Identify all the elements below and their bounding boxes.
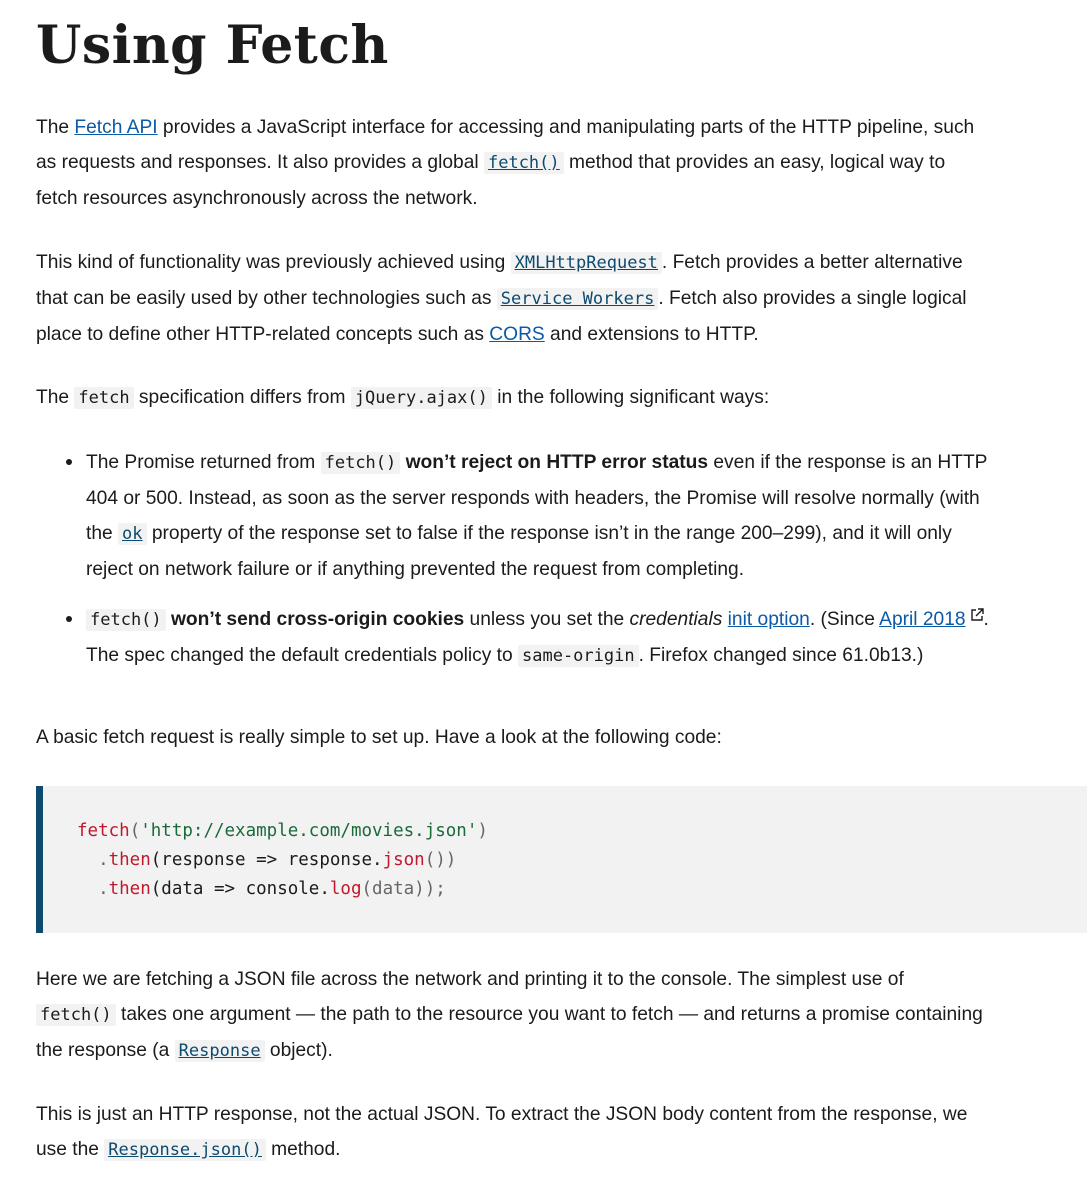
response-link[interactable] (175, 1040, 265, 1061)
differences-paragraph (36, 380, 986, 416)
ok-code: ok (118, 523, 146, 545)
jquery-code: jQuery.ajax() (351, 387, 492, 409)
external-link-icon (970, 608, 984, 622)
sw-code: Service Workers (497, 288, 659, 310)
page-title: Using Fetch (36, 15, 389, 76)
fetch-code: fetch() (321, 452, 401, 474)
xmlhttprequest-link[interactable] (511, 252, 662, 273)
text: and extensions to HTTP. (544, 324, 759, 345)
text: This is just an HTTP response, not the actual JSON. To extract the JSON body content from the response, we use the (36, 1104, 968, 1160)
code-token: log (329, 879, 362, 899)
list-item (36, 602, 996, 674)
code-token: 'http://example.com/movies.json' (140, 821, 478, 841)
text: Here we are fetching a JSON file across the network and printing it to the console. The simplest use of (36, 969, 904, 990)
service-workers-link[interactable] (497, 288, 659, 309)
fetch-code: fetch() (36, 1004, 116, 1026)
text: property of the response set to false if the response isn’t in the range 200–299), and it will only reject on network failure or if anything prevented the request from completing. (86, 523, 952, 580)
response-json-link[interactable] (104, 1139, 266, 1160)
text: The (36, 117, 75, 138)
fetch-code: fetch() (484, 152, 564, 174)
json-paragraph (36, 1097, 986, 1168)
bold-text: won’t send cross-origin cookies (171, 609, 465, 630)
init-option-link[interactable]: init option (727, 609, 810, 630)
bullet-icon (66, 459, 72, 465)
text: method. (265, 1139, 341, 1160)
italic-text: credentials (629, 609, 723, 630)
text: provides a JavaScript interface for accessing and manipulating parts of the HTTP pipeline, such as requests and responses. It also provides a global (36, 117, 975, 173)
explanation-paragraph (36, 962, 986, 1069)
code-token: ( (129, 821, 141, 841)
code-token: . (77, 850, 109, 870)
list-item (36, 445, 996, 587)
bold-text: won’t reject on HTTP error status (405, 452, 709, 473)
code-token: json (382, 850, 425, 870)
response-json-code: Response.json() (104, 1139, 266, 1161)
text: . (Since (809, 609, 880, 630)
text: . Fetch also provides a single logical place to define other HTTP-related concepts such as (36, 288, 967, 345)
fetch-code: fetch (74, 387, 133, 409)
fetch-method-link[interactable] (484, 152, 564, 173)
april-2018-link[interactable]: April 2018 (879, 609, 966, 630)
code-token: then (108, 879, 151, 899)
same-origin-code: same-origin (518, 645, 639, 667)
text: . Fetch provides a better alternative that can be easily used by other technologies such as (36, 252, 963, 309)
basic-request-paragraph: A basic fetch request is really simple to set up. Have a look at the following code: (36, 727, 722, 748)
fetch-code: fetch() (86, 609, 166, 631)
text: object). (264, 1040, 333, 1061)
code-token: (data)); (361, 879, 446, 899)
bullet-icon (66, 616, 72, 622)
code-token: . (77, 879, 109, 899)
text: even if the response is an HTTP 404 or 500. Instead, as soon as the server responds with headers, the Promise will resolve normally (with the (86, 452, 988, 544)
code-token: fetch (77, 821, 130, 841)
history-paragraph (36, 245, 986, 352)
text: method that provides an easy, logical way to fetch resources asynchronously across the network. (36, 152, 946, 209)
fetch-api-link[interactable]: Fetch API (74, 117, 158, 138)
code-token: (data => console. (150, 879, 330, 899)
differences-list (36, 445, 996, 674)
text: in the following significant ways: (491, 387, 770, 408)
text: takes one argument — the path to the resource you want to fetch — and returns a promise containing the response (a (36, 1004, 983, 1061)
text: This kind of functionality was previously achieved using (36, 252, 511, 273)
response-code: Response (175, 1040, 265, 1062)
xhr-code: XMLHttpRequest (511, 252, 662, 274)
code-token: then (108, 850, 151, 870)
text: The (36, 387, 75, 408)
code-example (36, 786, 1087, 933)
text: The Promise returned from (86, 452, 321, 473)
text: . Firefox changed since 61.0b13.) (638, 645, 924, 666)
code-token: ()) (424, 850, 457, 870)
code-token: ) (477, 821, 488, 841)
cors-link[interactable]: CORS (489, 324, 545, 345)
text: unless you set the (464, 609, 630, 630)
text: . The spec changed the default credentials policy to (86, 609, 989, 666)
ok-property-link[interactable] (118, 523, 146, 544)
text: specification differs from (133, 387, 351, 408)
intro-paragraph (36, 110, 986, 216)
code-token: (response => response. (150, 850, 383, 870)
code-text (77, 817, 488, 904)
